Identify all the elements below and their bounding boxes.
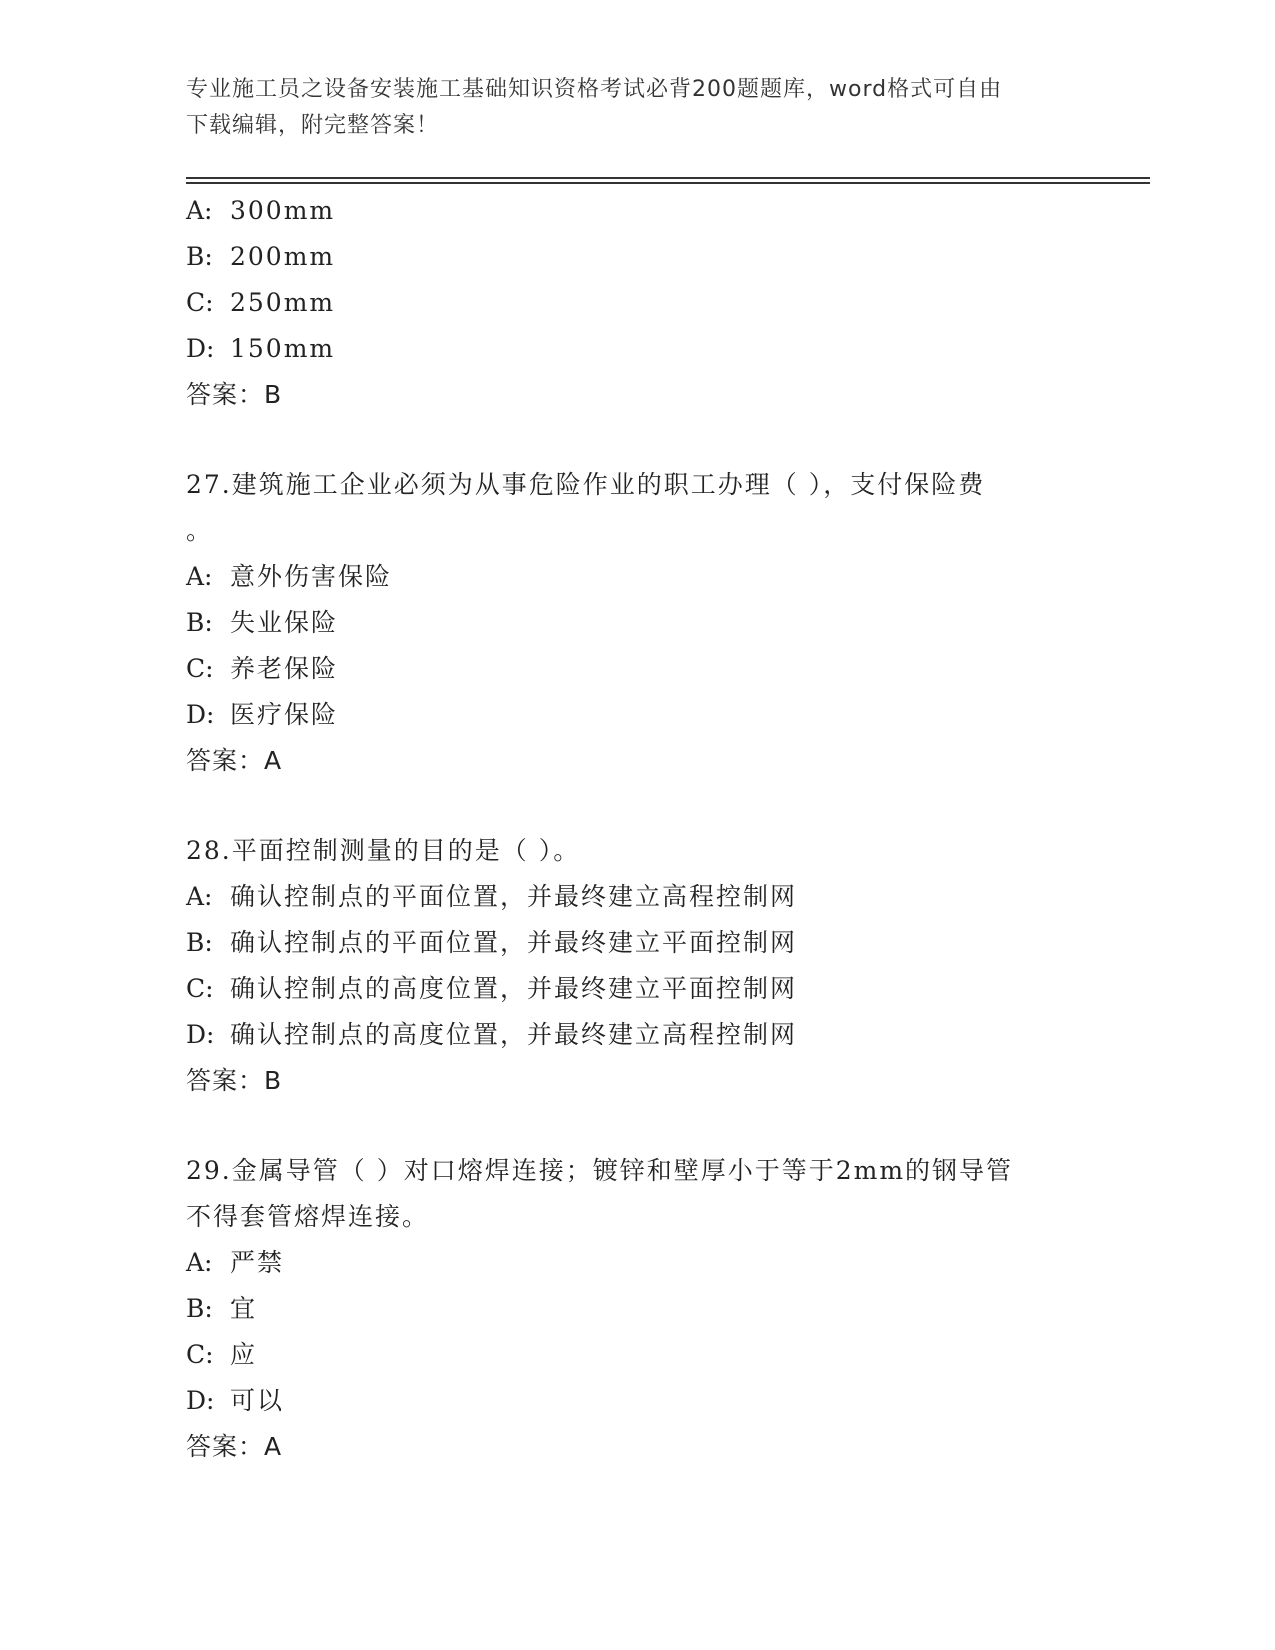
option-b: B: 确认控制点的平面位置，并最终建立平面控制网 [186,928,798,957]
option-d: D: 医疗保险 [186,700,339,729]
question-stem-line-1: 27.建筑施工企业必须为从事危险作业的职工办理（ ），支付保险费 [186,470,986,499]
question-stem-line-2: 。 [186,516,214,545]
answer: 答案：B [186,1066,283,1095]
question-27 [186,462,1186,784]
option-b: B: 失业保险 [186,608,339,637]
option-c: C: 应 [186,1340,258,1369]
option-a: A: 严禁 [186,1248,285,1277]
option-c: C: 确认控制点的高度位置，并最终建立平面控制网 [186,974,798,1003]
option-b: B: 200mm [186,242,336,271]
answer: 答案：B [186,380,283,409]
option-c: C: 养老保险 [186,654,339,683]
document-header [186,72,1066,144]
question-28 [186,828,1186,1104]
header-line-1: 专业施工员之设备安装施工基础知识资格考试必背200题题库，word格式可自由 [186,77,1003,102]
question-29 [186,1148,1186,1470]
option-b: B: 宜 [186,1294,258,1323]
question-stem-line-2: 不得套管熔焊连接。 [186,1202,430,1231]
option-a: A: 300mm [186,196,336,225]
answer: 答案：A [186,746,283,775]
question-stem-line-1: 28.平面控制测量的目的是（ ）。 [186,836,581,865]
option-a: A: 确认控制点的平面位置，并最终建立高程控制网 [186,882,798,911]
header-line-2: 下载编辑，附完整答案！ [186,113,440,138]
option-a: A: 意外伤害保险 [186,562,393,591]
question-list [186,188,1186,1470]
question-stem-line-1: 29.金属导管（ ）对口熔焊连接；镀锌和壁厚小于等于2mm的钢导管 [186,1156,1014,1185]
question-26 [186,188,1186,418]
option-d: D: 可以 [186,1386,285,1415]
header-double-rule [186,177,1150,184]
option-d: D: 确认控制点的高度位置，并最终建立高程控制网 [186,1020,798,1049]
option-c: C: 250mm [186,288,336,317]
option-d: D: 150mm [186,334,336,363]
answer: 答案：A [186,1432,283,1461]
